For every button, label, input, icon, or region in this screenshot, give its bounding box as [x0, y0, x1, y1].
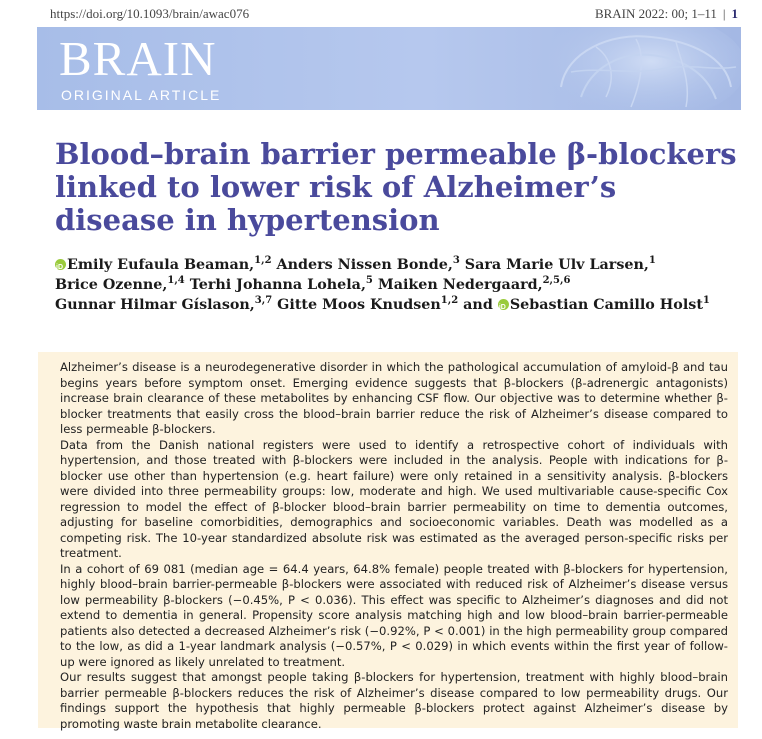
author-name: Sara Marie Ulv Larsen, — [464, 257, 649, 273]
author-affiliation: 5 — [365, 275, 373, 286]
journal-logo: BRAIN — [59, 31, 217, 86]
author-name: Gunnar Hilmar Gíslason, — [55, 297, 255, 313]
article-title: Blood–brain barrier permeable β-blockers linked to lower risk of Alzheimer’s disease in hypertension — [55, 137, 737, 237]
author-affiliation: 1,2 — [254, 255, 272, 266]
abstract-methods: Data from the Danish national registers were used to identify a retrospective cohort of individuals with hypertension, and those treated with β-blockers were included in the analysis. People with indications for β-blocker use other than hypertension (e.g. heart failure) were only retained in a sensitivity analysis. β-blockers were divided into three permeability groups: low, moderate and high. We used multivariable cause-specific Cox regression to model the effect of β-blocker blood–brain barrier permeability on time to dementia outcomes, adjusting for baseline comorbidities, demographics and socioeconomic variables. Death was modelled as a competing risk. The 10-year standardized absolute risk was estimated as the averaged person-specific risks per treatment. — [60, 437, 728, 560]
author-affiliation: 1,2 — [440, 295, 459, 306]
author-affiliation: 1 — [648, 255, 656, 266]
author-name: Terhi Johanna Lohela, — [189, 277, 366, 293]
author-affiliation: 3 — [452, 255, 460, 266]
journal-citation — [595, 6, 738, 22]
orcid-icon[interactable] — [498, 299, 509, 310]
abstract-box — [38, 352, 738, 731]
abstract-conclusions: Our results suggest that amongst people taking β-blockers for hypertension, treatment with highly blood–brain barrier permeable β-blockers reduces the risk of Alzheimer’s disease compared to low permeability drugs. Our findings support the hypothesis that highly permeable β-blockers protect against Alzheimer’s disease by promoting waste brain metabolite clearance. — [60, 670, 728, 731]
header-separator: | — [722, 6, 726, 21]
orcid-icon[interactable] — [55, 259, 66, 270]
author-name: Gitte Moos Knudsen — [277, 297, 441, 313]
author-name: Sebastian Camillo Holst — [509, 297, 703, 313]
brain-image-icon — [521, 27, 741, 110]
citation-text: BRAIN 2022: 00; 1–11 — [594, 6, 717, 21]
running-header — [50, 6, 738, 22]
doi-link[interactable]: https://doi.org/10.1093/brain/awac076 — [50, 6, 250, 21]
author-list — [55, 255, 745, 315]
author-affiliation: 3,7 — [254, 295, 273, 306]
author-affiliation: 1,4 — [167, 275, 185, 286]
author-name: Emily Eufaula Beaman, — [67, 257, 255, 273]
author-affiliation: 2,5,6 — [542, 275, 571, 286]
author-name: Anders Nissen Bonde, — [276, 257, 453, 273]
author-affiliation: 1 — [702, 295, 710, 306]
abstract-background: Alzheimer’s disease is a neurodegenerative disorder in which the pathological accumulation of amyloid-β and tau begins years before symptom onset. Emerging evidence suggests that β-blockers (β-adrenergic antagonists) increase brain clearance of these metabolites by enhancing CSF flow. Our objective was to determine whether β-blocker treatments that easily cross the blood–brain barrier reduce the risk of Alzheimer’s disease compared to less permeable β-blockers. — [60, 360, 728, 436]
article-type: ORIGINAL ARTICLE — [61, 87, 222, 103]
page-number: 1 — [731, 6, 738, 21]
author-name: Maiken Nedergaard, — [377, 277, 543, 293]
journal-banner — [37, 27, 741, 110]
abstract-results: In a cohort of 69 081 (median age = 64.4 years, 64.8% female) people treated with β-blockers for hypertension, highly blood–brain barrier-permeable β-blockers were associated with reduced risk of Alzheimer’s disease versus low permeability β-blockers (−0.45%, P < 0.036). This effect was specific to Alzheimer’s diagnoses and did not extend to dementia in general. Propensity score analysis matching high and low blood–brain barrier-permeable patients also detected a decreased Alzheimer’s risk (−0.92%, P < 0.001) in the high permeability group compared to the low, as did a 1-year landmark analysis (−0.57%, P < 0.029) in which events within the first year of follow-up were ignored as likely unrelated to treatment. — [60, 561, 728, 669]
authors-and: and — [463, 297, 493, 313]
author-name: Brice Ozenne, — [55, 277, 168, 293]
